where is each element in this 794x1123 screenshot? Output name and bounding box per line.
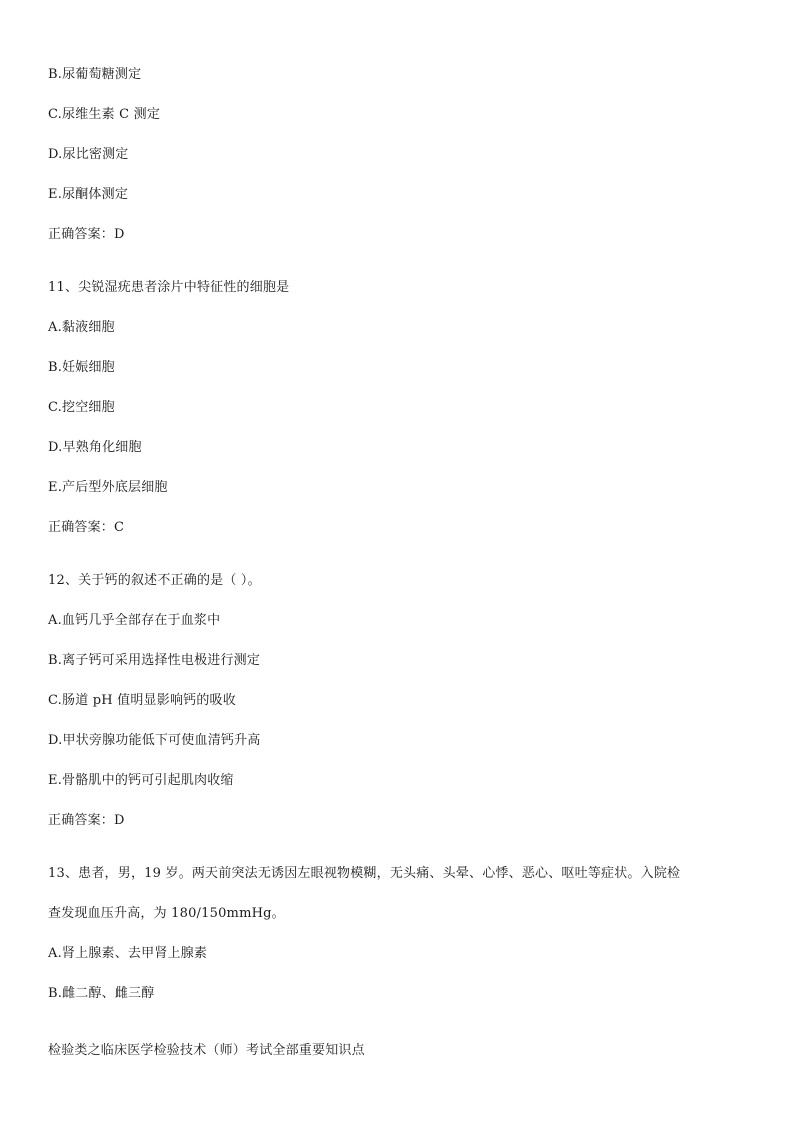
option-b: B.妊娠细胞 — [48, 360, 115, 375]
option-b: B.尿葡萄糖测定 — [48, 67, 142, 82]
option-d: D.尿比密测定 — [48, 147, 129, 162]
question-title: 12、关于钙的叙述不正确的是（ ）。 — [48, 573, 261, 588]
option-d: D.甲状旁腺功能低下可使血清钙升高 — [48, 733, 261, 748]
question-title: 11、尖锐湿疣患者涂片中特征性的细胞是 — [48, 280, 290, 295]
question-line-2: 查发现血压升高，为 180/150mmHg。 — [48, 906, 285, 921]
option-e: E.骨骼肌中的钙可引起肌肉收缩 — [48, 773, 234, 788]
question-line-1: 13、患者，男，19 岁。两天前突法无诱因左眼视物模糊，无头痛、头晕、心悸、恶心、呕吐等症状。入院检 — [48, 866, 681, 881]
option-a: A.血钙几乎全部存在于血浆中 — [48, 613, 221, 628]
correct-answer: 正确答案：D — [48, 813, 125, 828]
correct-answer: 正确答案：C — [48, 520, 125, 535]
option-b: B.雌二醇、雌三醇 — [48, 986, 155, 1001]
option-c: C.挖空细胞 — [48, 400, 115, 415]
option-a: A.黏液细胞 — [48, 320, 115, 335]
option-c: C.肠道 pH 值明显影响钙的吸收 — [48, 693, 236, 708]
correct-answer: 正确答案：D — [48, 227, 125, 242]
option-a: A.肾上腺素、去甲肾上腺素 — [48, 946, 208, 961]
option-d: D.早熟角化细胞 — [48, 440, 142, 455]
option-c: C.尿维生素 C 测定 — [48, 107, 161, 122]
page-footer: 检验类之临床医学检验技术（师）考试全部重要知识点 — [48, 1043, 365, 1058]
option-e: E.产后型外底层细胞 — [48, 480, 168, 495]
option-b: B.离子钙可采用选择性电极进行测定 — [48, 653, 261, 668]
option-e: E.尿酮体测定 — [48, 187, 129, 202]
